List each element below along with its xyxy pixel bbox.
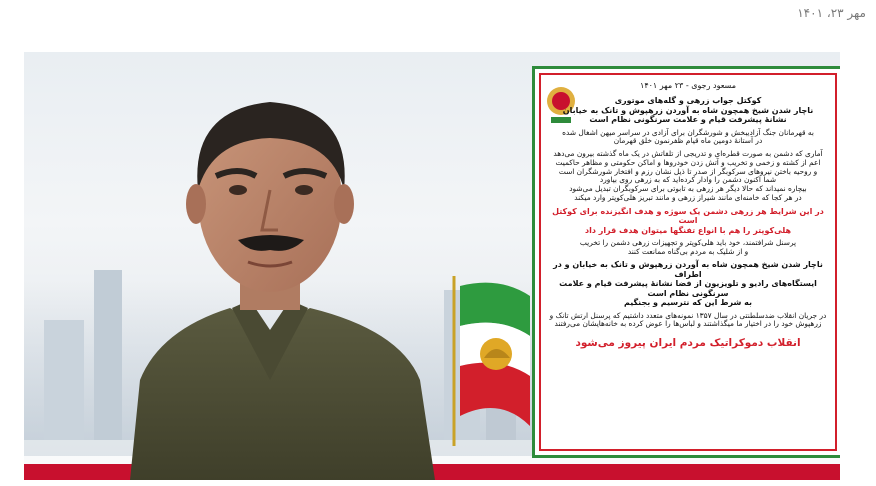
statement-paragraph: در آستانهٔ دومین ماه قیام ظفرنمون خلق قهرمان — [613, 136, 763, 146]
highlighted-statement: هلی‌کوپتر را هم با انواع تفنگها میتوان هدف قرار داد — [584, 225, 792, 235]
post-date: مهر ۲۳، ۱۴۰۱ — [797, 6, 866, 20]
statement-paragraph: و روحیه باختن نیروهای سرکوبگر از صدر تا ذیل نشان رزم و افتخار شورشگران است — [558, 166, 818, 176]
statement-paragraph: زرهپوش خود را در اختیار ما میگذاشتند و لباس‌ها را عوض کرده به خانه‌هایشان می‌رفتند — [554, 319, 822, 329]
closing-slogan: انقلاب دموکراتیک مردم ایران پیروز می‌شود — [575, 337, 801, 350]
background-building — [44, 320, 84, 440]
statement-paragraph: اعم از کشته و زخمی و تخریب و آتش زدن خودروها و اماکن حکومتی و مظاهر حاکمیت — [555, 157, 821, 167]
signature-line: مسعود رجوی - ۲۳ مهر ۱۴۰۱ — [640, 81, 736, 90]
statement-body — [539, 73, 837, 451]
statement-title: ایستگاه‌های رادیو و تلویزیون از فضا نشانهٔ پیشرفت قیام و علامت سرنگونی نظام است — [559, 279, 817, 298]
statement-paragraph: شما اکنون دشمن را وادار کرده‌اید که به زرهی روی بیاورد — [599, 175, 777, 185]
statement-paragraph: آماری که دشمن به صورت قطره‌ای و تدریجی از تلفاتش در یک ماه گذشته بیرون می‌دهد — [553, 149, 823, 159]
post-image — [24, 52, 840, 480]
statement-paragraph: در جریان انقلاب ضدسلطنتی در سال ۱۳۵۷ نمونه‌های متعدد داشتیم که پرسنل ارتش تانک و — [549, 310, 827, 320]
statement-document — [532, 66, 840, 458]
iran-lion-sun-flag — [440, 276, 532, 446]
statement-title: به شرط این که نترسیم و بجنگیم — [623, 298, 753, 308]
statement-title: ناچار شدن شیخ همچون شاه به آوردن زرهپوش و تانک به خیابان — [562, 105, 814, 115]
background-building — [94, 270, 122, 440]
statement-title: ناچار شدن شیخ همچون شاه به آوردن زرهپوش و تانک به خیابان و در اطراف — [553, 260, 823, 279]
statement-title: نشانهٔ پیشرفت قیام و علامت سرنگونی نظام است — [589, 115, 787, 125]
statement-paragraph: در هر کجا که خامنه‌ای مانند شیراز زرهی و مانند تبریز هلی‌کوپتر وارد میکند — [574, 192, 802, 202]
statement-paragraph: به قهرمانان جنگ آزادیبخش و شورشگران برای آزادی در سراسر میهن اشغال شده — [562, 127, 814, 137]
statement-title: کوکتل جواب زرهی و گله‌های موتوری — [614, 96, 762, 106]
portrait-photo — [120, 80, 440, 480]
statement-paragraph: و از شلیک به مردم بی‌گناه ممانعت کنند — [627, 246, 749, 256]
statement-paragraph: بیچاره نمیداند که حالا دیگر هر زرهی به تابوتی برای سرکوبگران تبدیل می‌شود — [569, 184, 807, 194]
statement-paragraph: پرسنل شرافتمند، خود باید هلی‌کوپتر و تجهیزات زرهی دشمن را تخریب — [579, 237, 797, 247]
highlighted-statement: در این شرایط هر زرهی دشمن یک سوژه و هدف انگیزنده برای کوکتل است — [552, 206, 824, 226]
